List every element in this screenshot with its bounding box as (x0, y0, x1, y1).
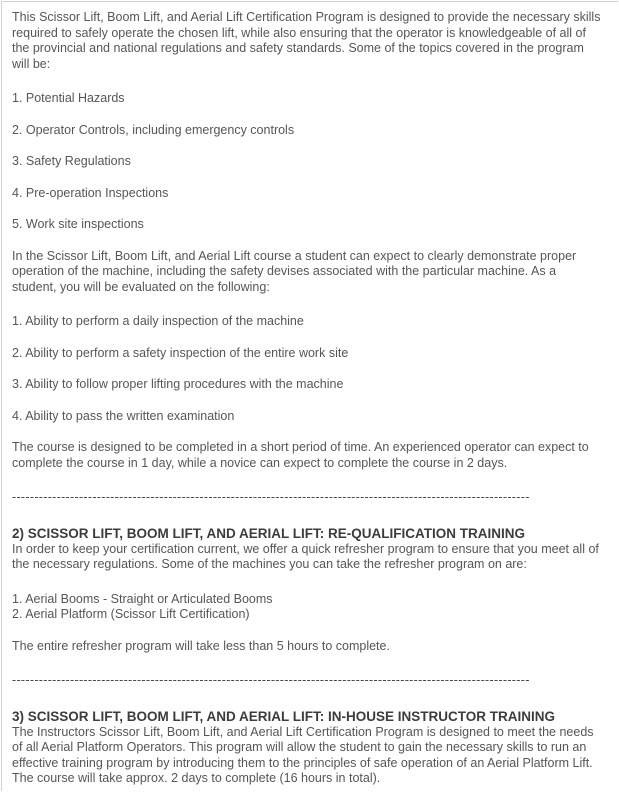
course-description-page (1, 1, 618, 791)
topic-item: 3. Safety Regulations (12, 154, 131, 168)
evaluation-item: 1. Ability to perform a daily inspection of the machine (12, 314, 304, 328)
topic-item: 4. Pre-operation Inspections (12, 185, 169, 200)
refresher-duration-paragraph: The entire refresher program will take less than 5 hours to complete. (12, 638, 390, 653)
dashed-divider: -------------------------------------------------------------------------------------------------------------------- (12, 673, 530, 687)
instructor-section-heading: 3) SCISSOR LIFT, BOOM LIFT, AND AERIAL LIFT: IN-HOUSE INSTRUCTOR TRAINING (12, 708, 555, 724)
evaluation-item: 3. Ability to follow proper lifting procedures with the machine (12, 377, 344, 391)
evaluation-item: 2. Ability to perform a safety inspection of the entire work site (12, 345, 349, 360)
requalification-section-heading: 2) SCISSOR LIFT, BOOM LIFT, AND AERIAL LIFT: RE-QUALIFICATION TRAINING (12, 525, 525, 541)
evaluation-item: 4. Ability to pass the written examination (12, 408, 235, 423)
topic-item: 2. Operator Controls, including emergency controls (12, 122, 295, 137)
machine-item: 2. Aerial Platform (Scissor Lift Certification) (12, 607, 250, 621)
dashed-divider: -------------------------------------------------------------------------------------------------------------------- (12, 490, 530, 504)
topic-item: 5. Work site inspections (12, 217, 144, 231)
topic-item: 1. Potential Hazards (12, 91, 125, 105)
course-duration-paragraph: The course is designed to be completed in a short period of time. An experienced operator can expect to complete the course in 1 day, while a novice can expect to complete the course in 2 days. (12, 440, 589, 470)
program-intro-paragraph: This Scissor Lift, Boom Lift, and Aerial Lift Certification Program is designed to provide the necessary skills required to safely operate the chosen lift, while also ensuring that the operator is knowledgeable of all of the provincial and national regulations and safety standards. Some of the topics covered in the program will be: (12, 10, 601, 71)
requalification-intro-paragraph: In order to keep your certification current, we offer a quick refresher program to ensure that you meet all of the necessary regulations. Some of the machines you can take the refresher program on are: (12, 541, 599, 571)
instructor-body-paragraph: The Instructors Scissor Lift, Boom Lift, and Aerial Lift Certification Program is designed to meet the needs of all Aerial Platform Operators. This program will allow the student to gain the necessary skills to run an effective training program by introducing them to the principles of safe operation of an Aerial Platform Lift. The course will take approx. 2 days to complete (16 hours in total). (12, 724, 594, 785)
refresher-machine-list (12, 592, 603, 623)
evaluation-intro-paragraph: In the Scissor Lift, Boom Lift, and Aerial Lift course a student can expect to clearly demonstrate proper operation of the machine, including the safety devises associated with the particular machine. As a student, you will be evaluated on the following: (12, 248, 577, 294)
machine-item: 1. Aerial Booms - Straight or Articulated Booms (12, 591, 273, 606)
